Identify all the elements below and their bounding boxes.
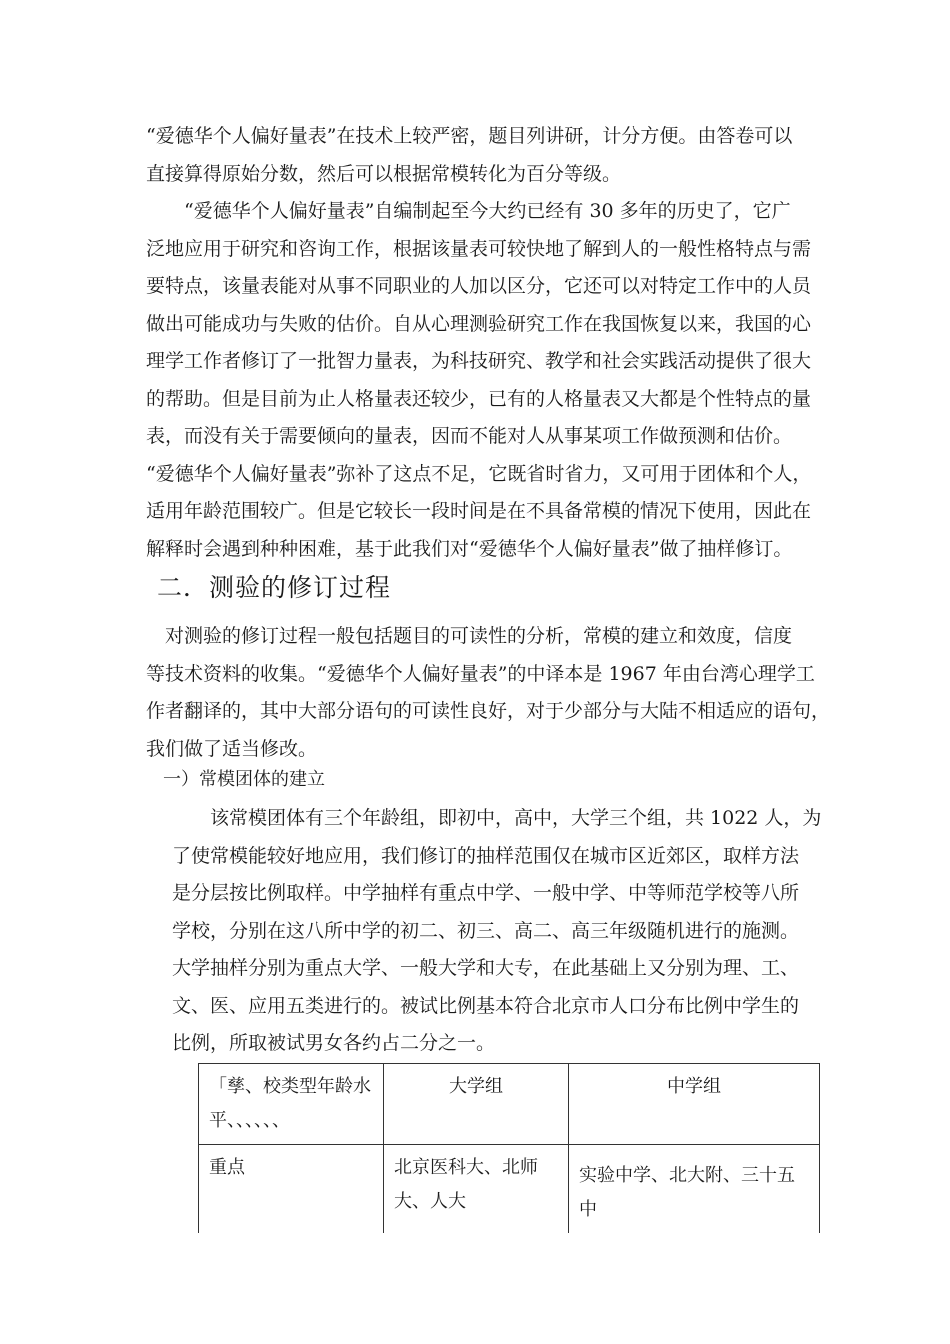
paragraph-norm-group [172,800,824,1063]
text-line: 理学工作者修订了一批智力量表，为科技研究、教学和社会实践活动提供了很大 [146,350,812,372]
text-line: 泛地应用于研究和咨询工作，根据该量表可较快地了解到人的一般性格特点与需 [146,237,812,260]
sampling-table [198,1063,820,1233]
table-header-row [199,1064,820,1145]
table-header-cell: 大学组 [384,1064,569,1145]
text-line: 比例，所取被试男女各约占二分之一。 [172,1032,496,1054]
text-line: 我们做了适当修改。 [146,737,318,760]
table-cell: 重点 [199,1145,384,1234]
text-line: 是分层按比例取样。中学抽样有重点中学、一般中学、中等师范学校等八所 [172,882,800,904]
text-line: 的帮助。但是目前为止人格量表还较少，已有的人格量表又大都是个性特点的量 [146,387,812,410]
paragraph-history [146,193,826,568]
text-line: 该常模团体有三个年龄组，即初中，高中，大学三个组，共 1022 人，为 [172,807,822,829]
table-header-cell: 「孳、校类型年龄水平、、、、、、 [199,1064,384,1145]
text-line: 等技术资料的收集。“爱德华个人偏好量表”的中译本是 1967 年由台湾心理学工 [146,662,815,685]
text-line: 做出可能成功与失败的估价。自从心理测验研究工作在我国恢复以来，我国的心 [146,312,812,335]
paragraph-intro [146,118,826,193]
text-line: “爱德华个人偏好量表”弥补了这点不足，它既省时省力，又可用于团体和个人， [146,462,812,485]
text-line: 文、医、应用五类进行的。被试比例基本符合北京市人口分布比例中学生的 [172,994,800,1017]
text-line: 大学抽样分别为重点大学、一般大学和大专，在此基础上又分别为理、工、 [172,957,800,979]
table-cell: 北京医科大、北师大、人大 [384,1145,569,1234]
table-header-cell: 中学组 [569,1064,820,1145]
text-line: 要特点，该量表能对从事不同职业的人加以区分，它还可以对特定工作中的人员 [146,275,812,297]
text-line: 表，而没有关于需要倾向的量表，因而不能对人从事某项工作做预测和估价。 [146,425,793,447]
text-line: “爱德华个人偏好量表”自编制起至今大约已经有 30 多年的历史了，它广 [146,200,791,222]
paragraph-revision [146,618,831,768]
section-heading: 二．测验的修订过程 [157,573,392,602]
table-row [199,1145,820,1234]
text-line: 解释时会遇到种种困难，基于此我们对“爱德华个人偏好量表”做了抽样修订。 [146,537,793,560]
subsection-heading: 一）常模团体的建立 [163,769,325,790]
text-line: 作者翻译的，其中大部分语句的可读性良好，对于少部分与大陆不相适应的语句， [146,700,831,722]
text-line: 了使常模能较好地应用，我们修订的抽样范围仅在城市区近郊区，取样方法 [172,844,800,867]
text-line: 适用年龄范围较广。但是它较长一段时间是在不具备常模的情况下使用，因此在 [146,500,812,522]
text-line: “爱德华个人偏好量表”在技术上较严密，题目列讲研，计分方便。由答卷可以 [146,125,793,147]
text-line: 对测验的修订过程一般包括题目的可读性的分析，常模的建立和效度，信度 [146,625,793,647]
text-line: 学校，分别在这八所中学的初二、初三、高二、高三年级随机进行的施测。 [172,919,800,942]
table-cell: 实验中学、北大附、三十五中 [569,1145,820,1234]
text-line: 直接算得原始分数，然后可以根据常模转化为百分等级。 [146,162,622,185]
